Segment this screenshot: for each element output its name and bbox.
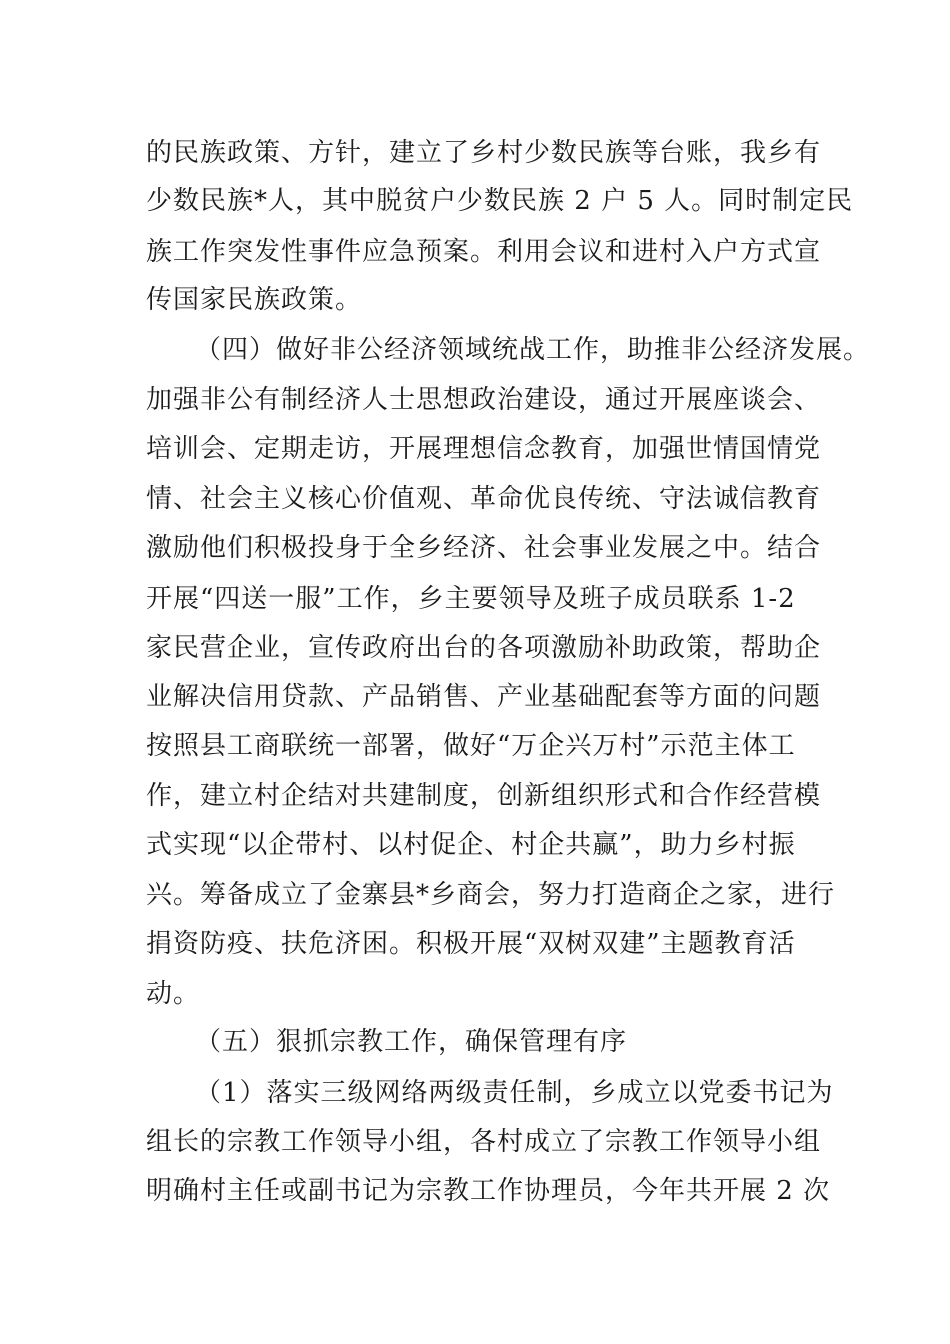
text-line: 情、社会主义核心价值观、革命优良传统、守法诚信教育 (146, 484, 822, 514)
text-line: 式实现“以企带村、以村促企、村企共赢”，助力乡村振 (146, 830, 796, 860)
text-line: 作，建立村企结对共建制度，创新组织形式和合作经营模 (146, 781, 822, 811)
text-line: 业解决信用贷款、产品销售、产业基础配套等方面的问题 (146, 682, 822, 712)
text-line: 开展“四送一服”工作，乡主要领导及班子成员联系 1-2 (146, 584, 796, 614)
text-line: 激励他们积极投身于全乡经济、社会事业发展之中。结合 (146, 533, 822, 563)
text-line: 动。 (146, 979, 201, 1009)
text-line: 加强非公有制经济人士思想政治建设，通过开展座谈会、 (146, 385, 822, 415)
section-heading: （四）做好非公经济领域统战工作，助推非公经济发展。 (195, 335, 871, 365)
text-line: 按照县工商联统一部署，做好“万企兴万村”示范主体工 (146, 731, 796, 761)
text-line: 捐资防疫、扶危济困。积极开展“双树双建”主题教育活 (146, 929, 796, 959)
text-line: 培训会、定期走访，开展理想信念教育，加强世情国情党 (146, 434, 822, 464)
text-line: 的民族政策、方针，建立了乡村少数民族等台账，我乡有 (146, 138, 822, 168)
section-heading: （五）狠抓宗教工作，确保管理有序 (195, 1027, 628, 1057)
text-line: 传国家民族政策。 (146, 285, 363, 315)
text-line: 明确村主任或副书记为宗教工作协理员，今年共开展 2 次 (146, 1176, 831, 1206)
text-line: （1）落实三级网络两级责任制，乡成立以党委书记为 (195, 1078, 834, 1108)
text-line: 少数民族*人，其中脱贫户少数民族 2 户 5 人。同时制定民 (146, 186, 854, 216)
text-line: 家民营企业，宣传政府出台的各项激励补助政策，帮助企 (146, 633, 822, 663)
text-line: 族工作突发性事件应急预案。利用会议和进村入户方式宣 (146, 237, 822, 267)
text-line: 组长的宗教工作领导小组，各村成立了宗教工作领导小组 (146, 1127, 822, 1157)
text-line: 兴。筹备成立了金寨县*乡商会，努力打造商企之家，进行 (146, 880, 836, 910)
